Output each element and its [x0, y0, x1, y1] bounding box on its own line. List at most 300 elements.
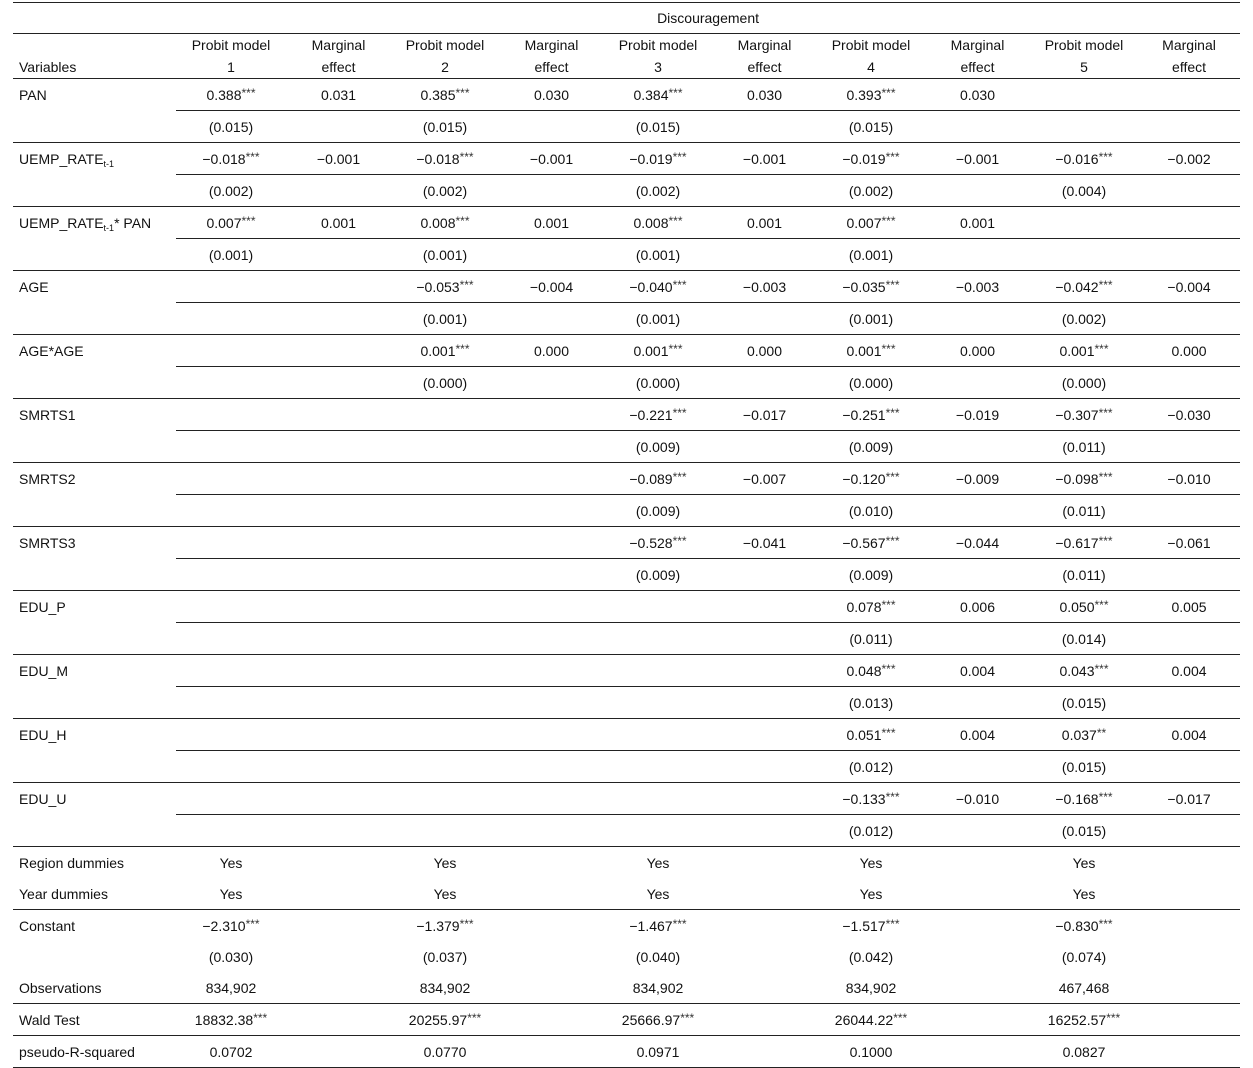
coef-cell-value: 0.007 — [206, 214, 242, 231]
year-cell: Yes — [176, 878, 286, 910]
se-cell-value: (0.000) — [635, 374, 681, 391]
se-cell — [604, 751, 712, 783]
significance-stars: *** — [1098, 405, 1113, 420]
table-row — [13, 239, 1240, 271]
coef-cell-value: −0.010 — [1167, 470, 1211, 487]
se-cell — [176, 431, 286, 463]
se-cell — [1030, 111, 1138, 143]
coef-cell — [176, 527, 286, 559]
coef-cell — [1030, 207, 1138, 239]
coef-cell — [176, 143, 286, 175]
coef-cell — [712, 719, 817, 751]
se-cell — [604, 687, 712, 719]
se-cell-value: (0.009) — [848, 438, 894, 455]
coef-cell-value: 0.001 — [420, 342, 456, 359]
coef-cell — [286, 271, 391, 303]
se-cell — [176, 623, 286, 655]
variable-subscript: t-1 — [103, 158, 115, 169]
coef-cell — [925, 719, 1030, 751]
coef-cell — [391, 143, 499, 175]
table-row — [13, 207, 1240, 239]
constant-se-cell-value: (0.040) — [635, 948, 681, 965]
region-cell: Yes — [433, 854, 457, 871]
significance-stars: *** — [672, 469, 687, 484]
column-header-5: Probit model — [618, 37, 698, 53]
se-cell — [1030, 623, 1138, 655]
se-cell — [176, 815, 286, 847]
se-cell-value: (0.000) — [1061, 374, 1107, 391]
coef-cell-value: −0.035 — [842, 278, 886, 295]
coef-cell-value: −0.030 — [1167, 406, 1211, 423]
constant-se-cell — [817, 941, 925, 972]
coef-cell-value: 0.004 — [1171, 662, 1207, 679]
coef-cell — [925, 463, 1030, 495]
region-cell: Yes — [219, 854, 243, 871]
se-cell — [1030, 495, 1138, 527]
significance-stars: *** — [455, 85, 470, 100]
variable-name: SMRTS3 — [19, 534, 76, 551]
se-cell-value: (0.014) — [1061, 630, 1107, 647]
column-header-7: Probit model — [831, 37, 911, 53]
coef-cell-value: −0.251 — [842, 406, 886, 423]
coef-cell — [925, 527, 1030, 559]
coef-cell — [712, 143, 817, 175]
se-cell — [604, 111, 712, 143]
coef-cell-value: −0.019 — [955, 406, 1000, 423]
se-cell-value: (0.001) — [635, 310, 681, 327]
table-row — [13, 1004, 1240, 1036]
column-header-10: Marginal — [1162, 37, 1216, 53]
observations-label: Observations — [13, 972, 176, 1004]
se-cell — [176, 303, 286, 335]
constant-label: Constant — [19, 917, 76, 934]
coef-cell — [176, 399, 286, 431]
column-header-9: Probit model — [1044, 37, 1124, 53]
coef-cell — [391, 207, 499, 239]
coef-cell-value: −0.061 — [1167, 534, 1211, 551]
coef-cell-value: 0.048 — [846, 662, 882, 679]
se-cell — [391, 367, 499, 399]
coef-cell — [499, 591, 604, 623]
significance-stars: *** — [672, 277, 687, 292]
coef-cell-value: −0.053 — [416, 278, 460, 295]
se-cell — [604, 559, 712, 591]
variable-label — [13, 79, 176, 111]
se-cell — [176, 239, 286, 271]
significance-stars: *** — [668, 213, 683, 228]
wald-label: Wald Test — [13, 1004, 176, 1036]
se-cell — [604, 495, 712, 527]
coef-cell — [712, 79, 817, 111]
column-header-sub-8: effect — [925, 56, 1030, 79]
significance-stars: *** — [245, 916, 260, 931]
coef-cell — [925, 591, 1030, 623]
coef-cell — [712, 783, 817, 815]
coef-cell — [712, 463, 817, 495]
constant-se-cell-value: (0.042) — [848, 948, 894, 965]
coef-cell — [817, 591, 925, 623]
table-row — [13, 815, 1240, 847]
wald-cell — [1030, 1004, 1138, 1036]
coef-cell-value: −0.004 — [1167, 278, 1211, 295]
coef-cell-value: 0.008 — [633, 214, 669, 231]
significance-stars: *** — [885, 277, 900, 292]
variable-name: AGE — [19, 278, 49, 295]
pseudo-label: pseudo-R-squared — [13, 1036, 176, 1068]
table-row — [13, 143, 1240, 175]
variable-suffix: * PAN — [114, 214, 152, 231]
coef-cell-value: 0.043 — [1059, 662, 1095, 679]
se-cell-value: (0.010) — [848, 502, 894, 519]
region-label: Region dummies — [19, 854, 125, 871]
se-cell-value: (0.001) — [208, 246, 254, 263]
se-cell-value: (0.012) — [848, 822, 894, 839]
se-cell-value: (0.012) — [848, 758, 894, 775]
coef-cell — [499, 79, 604, 111]
variable-name: EDU_P — [19, 598, 66, 615]
constant-cell — [604, 910, 712, 942]
region-cell: Yes — [859, 854, 883, 871]
coef-cell — [391, 527, 499, 559]
region-cell: Yes — [1072, 854, 1096, 871]
coef-cell — [1138, 783, 1240, 815]
table-title: Discouragement — [176, 3, 1240, 34]
coef-cell — [925, 399, 1030, 431]
wald-cell — [817, 1004, 925, 1036]
se-cell — [391, 815, 499, 847]
wald-cell-value: 20255.97 — [408, 1011, 468, 1028]
se-cell-value: (0.000) — [422, 374, 468, 391]
variable-name: AGE*AGE — [19, 342, 84, 359]
se-cell — [176, 495, 286, 527]
coef-cell — [391, 271, 499, 303]
significance-stars: *** — [672, 405, 687, 420]
constant-se-cell-value: (0.030) — [208, 948, 254, 965]
significance-stars: *** — [881, 341, 896, 356]
coef-cell — [499, 783, 604, 815]
coef-cell — [1138, 591, 1240, 623]
se-cell — [1030, 239, 1138, 271]
coef-cell — [176, 655, 286, 687]
constant-cell — [391, 910, 499, 942]
coef-cell-value: −0.044 — [955, 534, 1000, 551]
year-label: Year dummies — [13, 878, 176, 910]
significance-stars: *** — [672, 533, 687, 548]
se-cell — [817, 367, 925, 399]
coef-cell-value: 0.001 — [320, 214, 357, 231]
se-cell-value: (0.002) — [1061, 310, 1107, 327]
coef-cell — [604, 79, 712, 111]
year-cell: Yes — [1030, 878, 1138, 910]
se-cell-value: (0.013) — [848, 694, 894, 711]
significance-stars: *** — [680, 1010, 695, 1025]
se-cell — [604, 623, 712, 655]
coef-cell — [176, 719, 286, 751]
coef-cell-value: −0.017 — [742, 406, 787, 423]
coef-cell-value: 0.004 — [959, 662, 996, 679]
se-cell — [817, 815, 925, 847]
regression-table — [13, 2, 1240, 1068]
column-header-6: Marginal — [737, 37, 792, 53]
coef-cell — [925, 335, 1030, 367]
coef-cell-value: −0.307 — [1055, 406, 1099, 423]
constant-cell-value: −2.310 — [202, 917, 246, 934]
significance-stars: *** — [1094, 597, 1109, 612]
coef-cell — [286, 783, 391, 815]
se-cell-value: (0.001) — [848, 310, 894, 327]
se-cell — [817, 495, 925, 527]
coef-cell — [1138, 207, 1240, 239]
se-cell — [391, 687, 499, 719]
table-row — [13, 431, 1240, 463]
column-header-sub-1: 1 — [176, 56, 286, 79]
se-cell — [817, 239, 925, 271]
se-cell — [1030, 815, 1138, 847]
coef-cell-value: 0.008 — [420, 214, 456, 231]
coef-cell — [1138, 399, 1240, 431]
coef-cell-value: 0.000 — [959, 342, 996, 359]
coef-cell — [712, 655, 817, 687]
variable-label — [13, 399, 176, 431]
variable-label — [13, 591, 176, 623]
coef-cell-value: −0.003 — [742, 278, 787, 295]
coef-cell — [817, 271, 925, 303]
significance-stars: *** — [672, 149, 687, 164]
significance-stars: *** — [885, 149, 900, 164]
coef-cell — [604, 655, 712, 687]
coef-cell-value: −0.040 — [629, 278, 673, 295]
coef-cell-value: −0.007 — [742, 470, 787, 487]
table-row — [13, 847, 1240, 879]
coef-cell-value: −0.017 — [1167, 790, 1211, 807]
coef-cell — [817, 79, 925, 111]
se-cell — [1030, 431, 1138, 463]
coef-cell — [1030, 719, 1138, 751]
coef-cell-value: −0.567 — [842, 534, 886, 551]
coef-cell — [1138, 143, 1240, 175]
column-header-sub-9: 5 — [1030, 56, 1138, 79]
significance-stars: *** — [1098, 789, 1113, 804]
coef-cell — [286, 335, 391, 367]
coef-cell-value: −0.098 — [1055, 470, 1099, 487]
coef-cell-value: 0.031 — [320, 86, 357, 103]
pseudo-cell: 0.0702 — [176, 1036, 286, 1068]
table-row — [13, 878, 1240, 910]
coef-cell — [391, 655, 499, 687]
coef-cell — [176, 335, 286, 367]
se-cell-value: (0.009) — [635, 502, 681, 519]
coef-cell — [499, 271, 604, 303]
significance-stars: *** — [881, 85, 896, 100]
wald-cell-value: 18832.38 — [194, 1011, 254, 1028]
coef-cell-value: −0.001 — [742, 150, 787, 167]
coef-cell-value: −0.120 — [842, 470, 886, 487]
significance-stars: *** — [881, 661, 896, 676]
coef-cell — [176, 463, 286, 495]
column-header-4: Marginal — [524, 37, 579, 53]
table-row — [13, 399, 1240, 431]
variable-name: SMRTS1 — [19, 406, 76, 423]
coef-cell-value: 0.004 — [1171, 726, 1207, 743]
coef-cell-value: 0.001 — [1059, 342, 1095, 359]
coef-cell — [1138, 527, 1240, 559]
coef-cell — [1030, 399, 1138, 431]
variable-name: EDU_M — [19, 662, 69, 679]
significance-stars: *** — [881, 213, 896, 228]
se-cell — [391, 623, 499, 655]
coef-cell — [286, 463, 391, 495]
coef-cell-value: −0.001 — [316, 150, 361, 167]
coef-cell-value: −0.009 — [955, 470, 1000, 487]
table-row — [13, 175, 1240, 207]
coef-cell — [817, 207, 925, 239]
significance-stars: *** — [893, 1010, 908, 1025]
coef-cell-value: 0.007 — [846, 214, 882, 231]
coef-cell — [1030, 463, 1138, 495]
coef-cell-value: −0.019 — [842, 150, 886, 167]
significance-stars: *** — [881, 597, 896, 612]
significance-stars: *** — [885, 469, 900, 484]
variable-name: UEMP_RATE — [19, 214, 104, 231]
table-row — [13, 655, 1240, 687]
variable-label — [13, 527, 176, 559]
coef-cell-value: 0.000 — [746, 342, 783, 359]
coef-cell — [391, 783, 499, 815]
column-header-2: Marginal — [311, 37, 366, 53]
wald-cell-value: 16252.57 — [1047, 1011, 1107, 1028]
coef-cell-value: 0.050 — [1059, 598, 1095, 615]
coef-cell-value: 0.001 — [533, 214, 570, 231]
wald-cell — [604, 1004, 712, 1036]
coef-cell — [817, 655, 925, 687]
table-row — [13, 751, 1240, 783]
se-cell-value: (0.011) — [1062, 502, 1106, 519]
coef-cell — [817, 335, 925, 367]
variable-name: EDU_H — [19, 726, 67, 743]
variables-header: Variables — [13, 56, 176, 79]
coef-cell-value: −0.001 — [529, 150, 574, 167]
coef-cell — [286, 143, 391, 175]
coef-cell — [391, 335, 499, 367]
se-cell-value: (0.015) — [635, 118, 681, 135]
coef-cell — [499, 655, 604, 687]
coef-cell — [604, 143, 712, 175]
table-row — [13, 591, 1240, 623]
pseudo-cell: 0.1000 — [817, 1036, 925, 1068]
se-cell-value: (0.015) — [1061, 694, 1107, 711]
coef-cell-value: −0.001 — [955, 150, 1000, 167]
coef-cell — [499, 719, 604, 751]
column-header-sub-7: 4 — [817, 56, 925, 79]
coef-cell — [391, 591, 499, 623]
column-header-sub-2: effect — [286, 56, 391, 79]
se-cell — [817, 431, 925, 463]
variable-label — [13, 719, 176, 751]
se-cell-value: (0.001) — [422, 246, 468, 263]
coef-cell — [604, 527, 712, 559]
se-cell-value: (0.001) — [422, 310, 468, 327]
coef-cell — [1030, 783, 1138, 815]
coef-cell-value: 0.001 — [959, 214, 996, 231]
constant-se-cell-value: (0.074) — [1061, 948, 1107, 965]
significance-stars: *** — [1106, 1010, 1121, 1025]
year-cell: Yes — [817, 878, 925, 910]
variable-label — [13, 655, 176, 687]
se-cell-value: (0.015) — [848, 118, 894, 135]
wald-cell — [391, 1004, 499, 1036]
constant-cell — [1030, 910, 1138, 942]
coef-cell — [1030, 527, 1138, 559]
coef-cell — [817, 463, 925, 495]
coef-cell — [1138, 271, 1240, 303]
region-cell: Yes — [646, 854, 670, 871]
significance-stars: *** — [467, 1010, 482, 1025]
se-cell-value: (0.009) — [848, 566, 894, 583]
coef-cell — [286, 79, 391, 111]
column-header-3: Probit model — [405, 37, 485, 53]
coef-cell — [1030, 655, 1138, 687]
se-cell — [176, 751, 286, 783]
coef-cell — [176, 207, 286, 239]
se-cell — [176, 111, 286, 143]
variable-name: SMRTS2 — [19, 470, 76, 487]
coef-cell — [817, 783, 925, 815]
coef-cell — [817, 527, 925, 559]
se-cell — [604, 815, 712, 847]
coef-cell-value: 0.078 — [846, 598, 882, 615]
coef-cell-value: 0.001 — [633, 342, 669, 359]
se-cell-value: (0.015) — [208, 118, 254, 135]
significance-stars: *** — [241, 213, 256, 228]
year-cell: Yes — [604, 878, 712, 910]
significance-stars: *** — [253, 1010, 268, 1025]
coef-cell — [1138, 719, 1240, 751]
column-header-sub-3: 2 — [391, 56, 499, 79]
column-header-sub-6: effect — [712, 56, 817, 79]
coef-cell-value: −0.003 — [955, 278, 1000, 295]
constant-se-cell-value: (0.037) — [422, 948, 468, 965]
se-cell — [1030, 751, 1138, 783]
variable-subscript: t-1 — [103, 222, 115, 233]
significance-stars: *** — [241, 85, 256, 100]
coef-cell — [176, 783, 286, 815]
se-cell-value: (0.011) — [1062, 438, 1106, 455]
table-row — [13, 527, 1240, 559]
se-cell — [817, 303, 925, 335]
coef-cell-value: −0.018 — [416, 150, 460, 167]
coef-cell — [712, 335, 817, 367]
se-cell-value: (0.015) — [422, 118, 468, 135]
constant-cell-value: −1.379 — [416, 917, 460, 934]
significance-stars: *** — [885, 405, 900, 420]
coef-cell-value: 0.004 — [959, 726, 996, 743]
se-cell — [391, 431, 499, 463]
coef-cell — [176, 271, 286, 303]
table-row — [13, 783, 1240, 815]
coef-cell — [499, 143, 604, 175]
se-cell — [391, 111, 499, 143]
table-row — [13, 303, 1240, 335]
coef-cell — [499, 335, 604, 367]
se-cell — [1030, 559, 1138, 591]
constant-cell-value: −1.467 — [629, 917, 673, 934]
table-row — [13, 719, 1240, 751]
constant-se-cell — [1030, 941, 1138, 972]
year-cell: Yes — [391, 878, 499, 910]
se-cell — [391, 303, 499, 335]
coef-cell-value: −0.528 — [629, 534, 673, 551]
variable-label — [13, 271, 176, 303]
